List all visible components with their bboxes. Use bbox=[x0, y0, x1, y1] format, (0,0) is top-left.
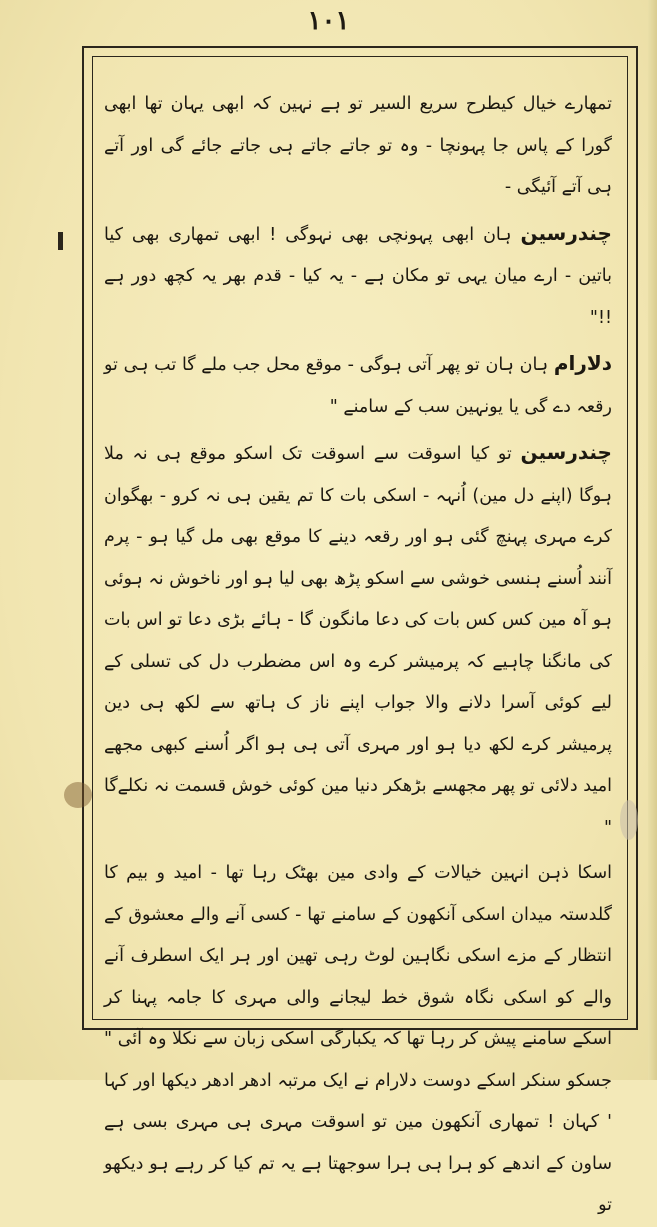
paragraph bbox=[104, 343, 612, 428]
paragraph-text: ہان ہان تو پھر آتی ہوگی - موقع محل جب ملے گا تب ہی تو رقعہ دے گی یا یونہین سب کے سامنے " bbox=[104, 355, 612, 417]
paragraph-text: تو کیا اسوقت سے اسوقت تک اسکو موقع ہی نہ ملا ہوگا (اپنے دل مین) اُنہہ - اسکی بات کا تم یقین ہی نہ کرو - بھگوان کرے مہری پہنچ گئی ہو اور رقعہ دینے کا موقع بھی مل گیا ہو - پرم آنند اُسنے ہنسی خوشی سے اسکو پڑھ بھی لیا ہو اور ناخوش نہ ہوئی ہو آہ مین کس کس بات کی دعا مانگون گا - ہائے بڑی دعا تو اس بات کی مانگنا چاہیے کہ پرمیشر کرے وہ اس مضطرب دل کی تسلی کے لیے کوئی آسرا دلانے والا جواب اپنے ناز ک ہاتھ سے لکھ ہی دین پرمیشر کرے لکھ دیا ہو اور مہری آتی ہی ہو اگر اُسنے کبھی مجھے امید دلائی تو پھر مجھسے بڑھکر دنیا مین کوئی خوش قسمت نہ نکلےگا " bbox=[104, 444, 612, 838]
page-number: ۱۰۱ bbox=[307, 6, 350, 36]
page-crease bbox=[648, 0, 657, 1080]
paragraph-text: تمھارے خیال کیطرح سریع السیر تو ہے نہین کہ ابھی یہان تھا ابھی گورا کے پاس جا پہونچا - وہ تو جاتے جاتے ہی جاتے جائے گی اور آتے ہی آتے آئیگی - bbox=[104, 94, 612, 197]
paragraph-text: اسکا ذہن انہین خیالات کے وادی مین بھٹک رہا تھا - امید و بیم کا گلدستہ میدان اسکی آنکھون کے سامنے تھا - کسی آنے والے معشوق کے انتظار کے مزے اسکی نگاہین لوٹ رہی تھین اور ہر ایک اسطرف آنے والے کو اسکی نگاہ شوق خط لیجانے والی مہری کا جامہ پہنا کر اسکے سامنے پیش کر رہا تھا کہ یکبارگی اسکی زبان سے نکلا وہ آئی " جسکو سنکر اسکے دوست دلارام نے ایک مرتبہ ادھر ادھر دیکھا اور کہا ' کہان ! تمھاری آنکھون مین تو اسوقت مہری ہی مہری بسی ہے ساون کے اندھے کو ہرا ہی ہرا سوجھتا ہے یہ تم کیا کر رہے ہو دیکھو تو bbox=[104, 863, 612, 1215]
paragraph-text: ہان ابھی پہونچی بھی نہوگی ! ابھی تمھاری بھی کیا باتین - ارے میان یہی تو مکان ہے - یہ کیا - قدم بھر یہ کچھ دور ہے !!" bbox=[104, 224, 612, 328]
paragraph bbox=[104, 213, 612, 340]
paragraph bbox=[104, 853, 612, 1227]
paragraph bbox=[104, 84, 612, 209]
paper-stain bbox=[620, 800, 638, 840]
body-text bbox=[104, 84, 612, 1215]
paragraph bbox=[104, 432, 612, 849]
speaker-name: چندرسین bbox=[520, 220, 612, 245]
ink-stain bbox=[64, 782, 92, 808]
speaker-name: چندرسین bbox=[520, 440, 612, 464]
speaker-name: دلارام bbox=[553, 351, 612, 375]
margin-mark bbox=[58, 232, 63, 250]
